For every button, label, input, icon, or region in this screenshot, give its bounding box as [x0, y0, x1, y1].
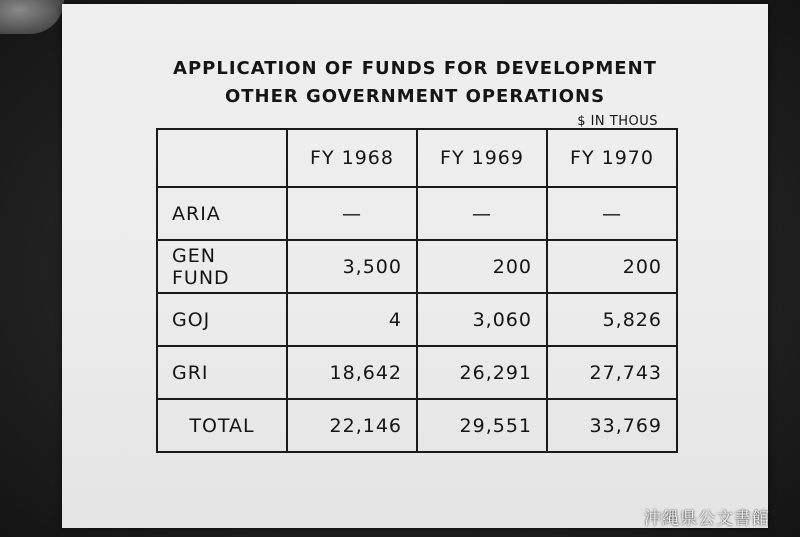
header-cell-fy1969: FY 1969 [417, 129, 547, 187]
film-corner [0, 0, 64, 34]
table-cell: 4 [287, 293, 417, 346]
row-label-goj: GOJ [157, 293, 287, 346]
table-row [157, 187, 677, 240]
table-cell: — [287, 187, 417, 240]
document-title-line2: OTHER GOVERNMENT OPERATIONS [224, 86, 606, 107]
table-cell: 5,826 [547, 293, 677, 346]
table-cell: 27,743 [547, 346, 677, 399]
table-cell: — [417, 187, 547, 240]
funds-table [156, 128, 678, 453]
row-label-gen-fund: GEN FUND [157, 240, 287, 293]
table-cell: — [547, 187, 677, 240]
table-cell: 200 [417, 240, 547, 293]
table-cell: 29,551 [417, 399, 547, 452]
document-title-line1: APPLICATION OF FUNDS FOR DEVELOPMENT [173, 58, 657, 79]
table-cell: 26,291 [417, 346, 547, 399]
table-cell: 18,642 [287, 346, 417, 399]
table-cell: 3,060 [417, 293, 547, 346]
units-note: $ IN THOUS [577, 114, 658, 129]
table-row [157, 240, 677, 293]
table-cell: 200 [547, 240, 677, 293]
header-cell-blank [157, 129, 287, 187]
table-row [157, 399, 677, 452]
table-row [157, 346, 677, 399]
row-label-gri: GRI [157, 346, 287, 399]
row-label-total: TOTAL [157, 399, 287, 452]
header-cell-fy1970: FY 1970 [547, 129, 677, 187]
table-header-row [157, 129, 677, 187]
table-cell: 22,146 [287, 399, 417, 452]
row-label-aria: ARIA [157, 187, 287, 240]
document-sheet [62, 4, 768, 528]
table-row [157, 293, 677, 346]
table-cell: 3,500 [287, 240, 417, 293]
table-cell: 33,769 [547, 399, 677, 452]
header-cell-fy1968: FY 1968 [287, 129, 417, 187]
archive-watermark: 沖縄県公文書館 [644, 509, 770, 529]
